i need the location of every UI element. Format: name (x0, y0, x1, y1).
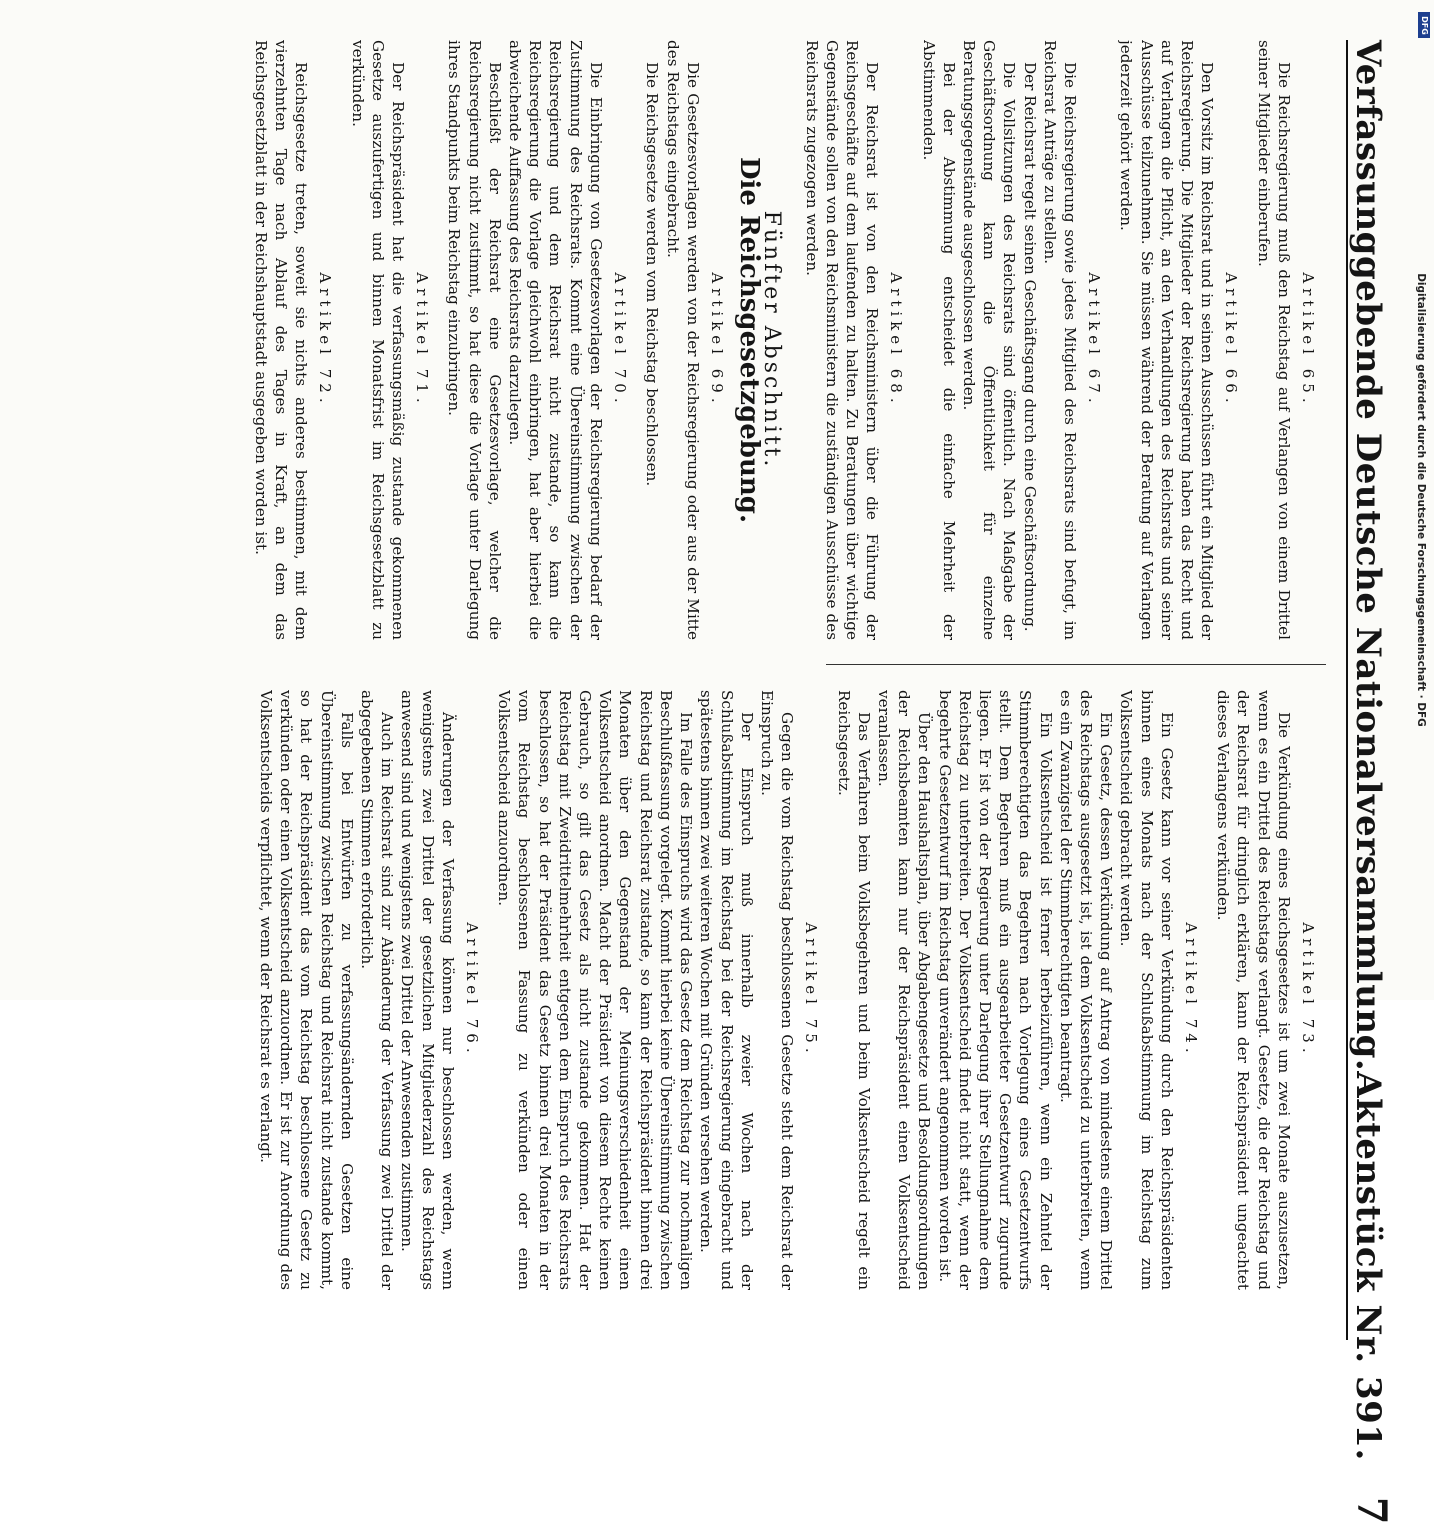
column-divider (826, 664, 1326, 665)
article-paragraph: Beschließt der Reichsrat eine Gesetzesvorlage, welcher die Reichsregierung nicht zustimmt, so hat diese die Vorlage unter Darlegung ihres Standpunkts beim Reichstag einzubringen. (445, 40, 504, 640)
article-heading: Artikel 73. (1299, 922, 1317, 1058)
article-paragraph: Bei der Abstimmung entscheidet die einfache Mehrheit der Abstimmenden. (919, 40, 958, 640)
article-paragraph: Reichsgesetze treten, soweit sie nichts anderes bestimmen, mit dem vierzehnten Tage nach Ablauf des Tages in Kraft, an dem das Reichsgesetzblatt in der Reichshauptstadt ausgegeben worden ist. (251, 40, 311, 640)
watermark-text: Digitalisierung gefördert durch die Deutsche Forschungsgemeinschaft · DFG (1415, 273, 1427, 727)
article-heading: Artikel 69. (707, 272, 726, 408)
article-paragraph: Ein Gesetz kann vor seiner Verkündung durch den Reichspräsidenten binnen eines Monats nach der Schlußabstimmung im Reichstag zum Volksentscheid gebracht werden. (1117, 690, 1176, 1290)
article-paragraph: Über den Haushaltsplan, über Abgabengesetze und Besoldungsordnungen der Reichsbeamten kann nur der Reichspräsident einen Volksentscheid veranlassen. (874, 690, 934, 1290)
article-paragraph: Die Gesetzesvorlagen werden von der Reichsregierung oder aus der Mitte des Reichstags eingebracht. (663, 40, 702, 640)
section-subtitle: Die Reichsgesetzgebung. (734, 156, 765, 524)
article-paragraph: Im Falle des Einspruchs wird das Gesetz dem Reichstag zur nochmaligen Beschlußfassung vorgelegt. Kommt hierbei keine Übereinstimmung zwischen Reichstag und Reichsrat zustande, so kann der Reichspräsident binnen drei Monaten über den Gegenstand der Meinungsverschiedenheit einen Volksentscheid anordnen. Macht der Präsident von diesem Rechte keinen Gebrauch, so gilt das Gesetz als nicht zustande gekommen. Hat der Reichstag mit Zweidrittelmehrheit entgegen dem Einspruch des Reichsrats beschlossen, so hat der Präsident das Gesetz binnen drei Monaten in der vom Reichstag beschlossenen Fassung zu verkünden oder einen Volksentscheid anzuordnen. (495, 690, 696, 1290)
article-paragraph: Die Reichsregierung muß den Reichstag auf Verlangen von einem Drittel seiner Mitglieder einberufen. (1254, 40, 1293, 640)
article-paragraph: Die Einbringung von Gesetzesvorlagen der Reichsregierung bedarf der Zustimmung des Reichsrats. Kommt eine Übereinstimmung zwischen der Reichsregierung und dem Reichsrat nicht zustande, so kann die Reichsregierung die Vorlage gleichwohl einbringen, hat aber hierbei die abweichende Auffassung des Reichsrats darzulegen. (506, 40, 605, 640)
article-paragraph: Ein Gesetz, dessen Verkündung auf Antrag von mindestens einem Drittel des Reichstags ausgesetzt ist, ist dem Volksentscheid zu unterbreiten, wenn es ein Zwanzigstel der Stimmberechtigten beantragt. (1056, 690, 1116, 1290)
article-heading: Artikel 65. (1299, 272, 1317, 408)
article-paragraph: Der Reichspräsident hat die verfassungsmäßig zustande gekommenen Gesetze auszufertigen und binnen Monatsfrist im Reichsgesetzblatt zu verkünden. (348, 40, 408, 640)
header-title: Verfassunggebende Deutsche Nationalversammlung. (1348, 40, 1388, 1072)
article-heading: Artikel 70. (611, 272, 630, 408)
article-paragraph: Der Einspruch muß innerhalb zweier Wochen nach der Schlußabstimmung im Reichstag bei der Reichsregierung eingebracht und spätestens binnen zwei weiteren Wochen mit Gründen versehen werden. (697, 690, 756, 1290)
article-paragraph: Das Verfahren beim Volksbegehren und beim Volksentscheid regelt ein Reichsgesetz. (834, 690, 873, 1290)
header-document-number: Aktenstück Nr. 391. (1348, 1071, 1388, 1461)
article-paragraph: Falls bei Entwürfen zu verfassungsändernden Gesetzen eine Übereinstimmung zwischen Reichstag und Reichsrat nicht zustande kommt, so hat der Reichspräsident das vom Reichstag beschlossene Gesetz zu verkünden oder einen Volksentscheid anzuordnen. Er ist zur Anordnung des Volksentscheids verpflichtet, wenn der Reichsrat es verlangt. (257, 690, 356, 1290)
page-number: 7 (1348, 1496, 1395, 1525)
section-heading: Fünfter Abschnitt. (759, 210, 785, 470)
article-paragraph: Der Reichsrat regelt seinen Geschäftsgang durch eine Geschäftsordnung. (1020, 62, 1039, 632)
article-heading: Artikel 71. (413, 272, 432, 408)
article-paragraph: Die Vollsitzungen des Reichsrats sind öffentlich. Nach Maßgabe der Geschäftsordnung kann die Öffentlichkeit für einzelne Beratungsgegenstände ausgeschlossen werden. (959, 40, 1019, 640)
dfg-logo: DFG (1418, 12, 1430, 38)
article-paragraph: Die Reichsgesetze werden vom Reichstag beschlossen. (643, 62, 662, 487)
article-heading: Artikel 72. (316, 272, 335, 408)
article-paragraph: Änderungen der Verfassung können nur beschlossen werden, wenn wenigstens zwei Drittel der gesetzlichen Mitgliederzahl des Reichstags anwesend sind und wenigstens zwei Drittel der Anwesenden zustimmen. (398, 690, 457, 1290)
article-paragraph: Gegen die vom Reichstag beschlossenen Gesetze steht dem Reichsrat der Einspruch zu. (757, 690, 797, 1290)
article-paragraph: Die Verkündung eines Reichsgesetzes ist um zwei Monate auszusetzen, wenn es ein Drittel des Reichstags verlangt. Gesetze, die der Reichstag und der Reichsrat für dringlich erklären, kann der Reichspräsident ungeachtet dieses Verlangens verkünden. (1214, 690, 1293, 1290)
article-paragraph: Die Reichsregierung sowie jedes Mitglied des Reichsrats sind befugt, im Reichsrat Anträge zu stellen. (1040, 40, 1079, 640)
article-heading: Artikel 74. (1181, 922, 1200, 1058)
article-paragraph: Den Vorsitz im Reichsrat und in seinen Ausschüssen führt ein Mitglied der Reichsregierung. Die Mitglieder der Reichsregierung haben das Recht und auf Verlangen die Pflicht, an den Verhandlungen des Reichsrats und seiner Ausschüsse teilzunehmen. Sie müssen während der Beratung auf Verlangen jederzeit gehört werden. (1117, 40, 1217, 640)
article-heading: Artikel 76. (463, 922, 482, 1058)
left-column (20, 40, 1330, 640)
dfg-watermark (1412, 10, 1430, 990)
article-paragraph: Auch im Reichsrat sind zur Abänderung der Verfassung zwei Drittel der abgegebenen Stimmen erforderlich. (358, 690, 397, 1290)
article-heading: Artikel 68. (887, 272, 906, 408)
article-heading: Artikel 66. (1222, 272, 1241, 408)
article-paragraph: Ein Volksentscheid ist ferner herbeizuführen, wenn ein Zehntel der Stimmberechtigten das Begehren nach Vorlegung eines Gesetzentwurfs stellt. Dem Begehren muß ein ausgearbeiteter Gesetzentwurf zugrunde liegen. Er ist von der Regierung unter Darlegung ihrer Stellungnahme dem Reichstag zu unterbreiten. Der Volksentscheid findet nicht statt, wenn der begehrte Gesetzentwurf im Reichstag unverändert angenommen worden ist. (935, 690, 1055, 1290)
running-header (1346, 40, 1420, 1525)
article-heading: Artikel 67. (1085, 272, 1104, 408)
right-column (20, 690, 1330, 1290)
article-heading: Artikel 75. (802, 922, 821, 1058)
article-paragraph: Der Reichsrat ist von den Reichsministern über die Führung der Reichsgeschäfte auf dem laufenden zu halten. Zu Beratungen über wichtige Gegenstände sollen von den Reichsministern die zuständigen Ausschüsse des Reichsrats zugezogen werden. (802, 40, 882, 640)
